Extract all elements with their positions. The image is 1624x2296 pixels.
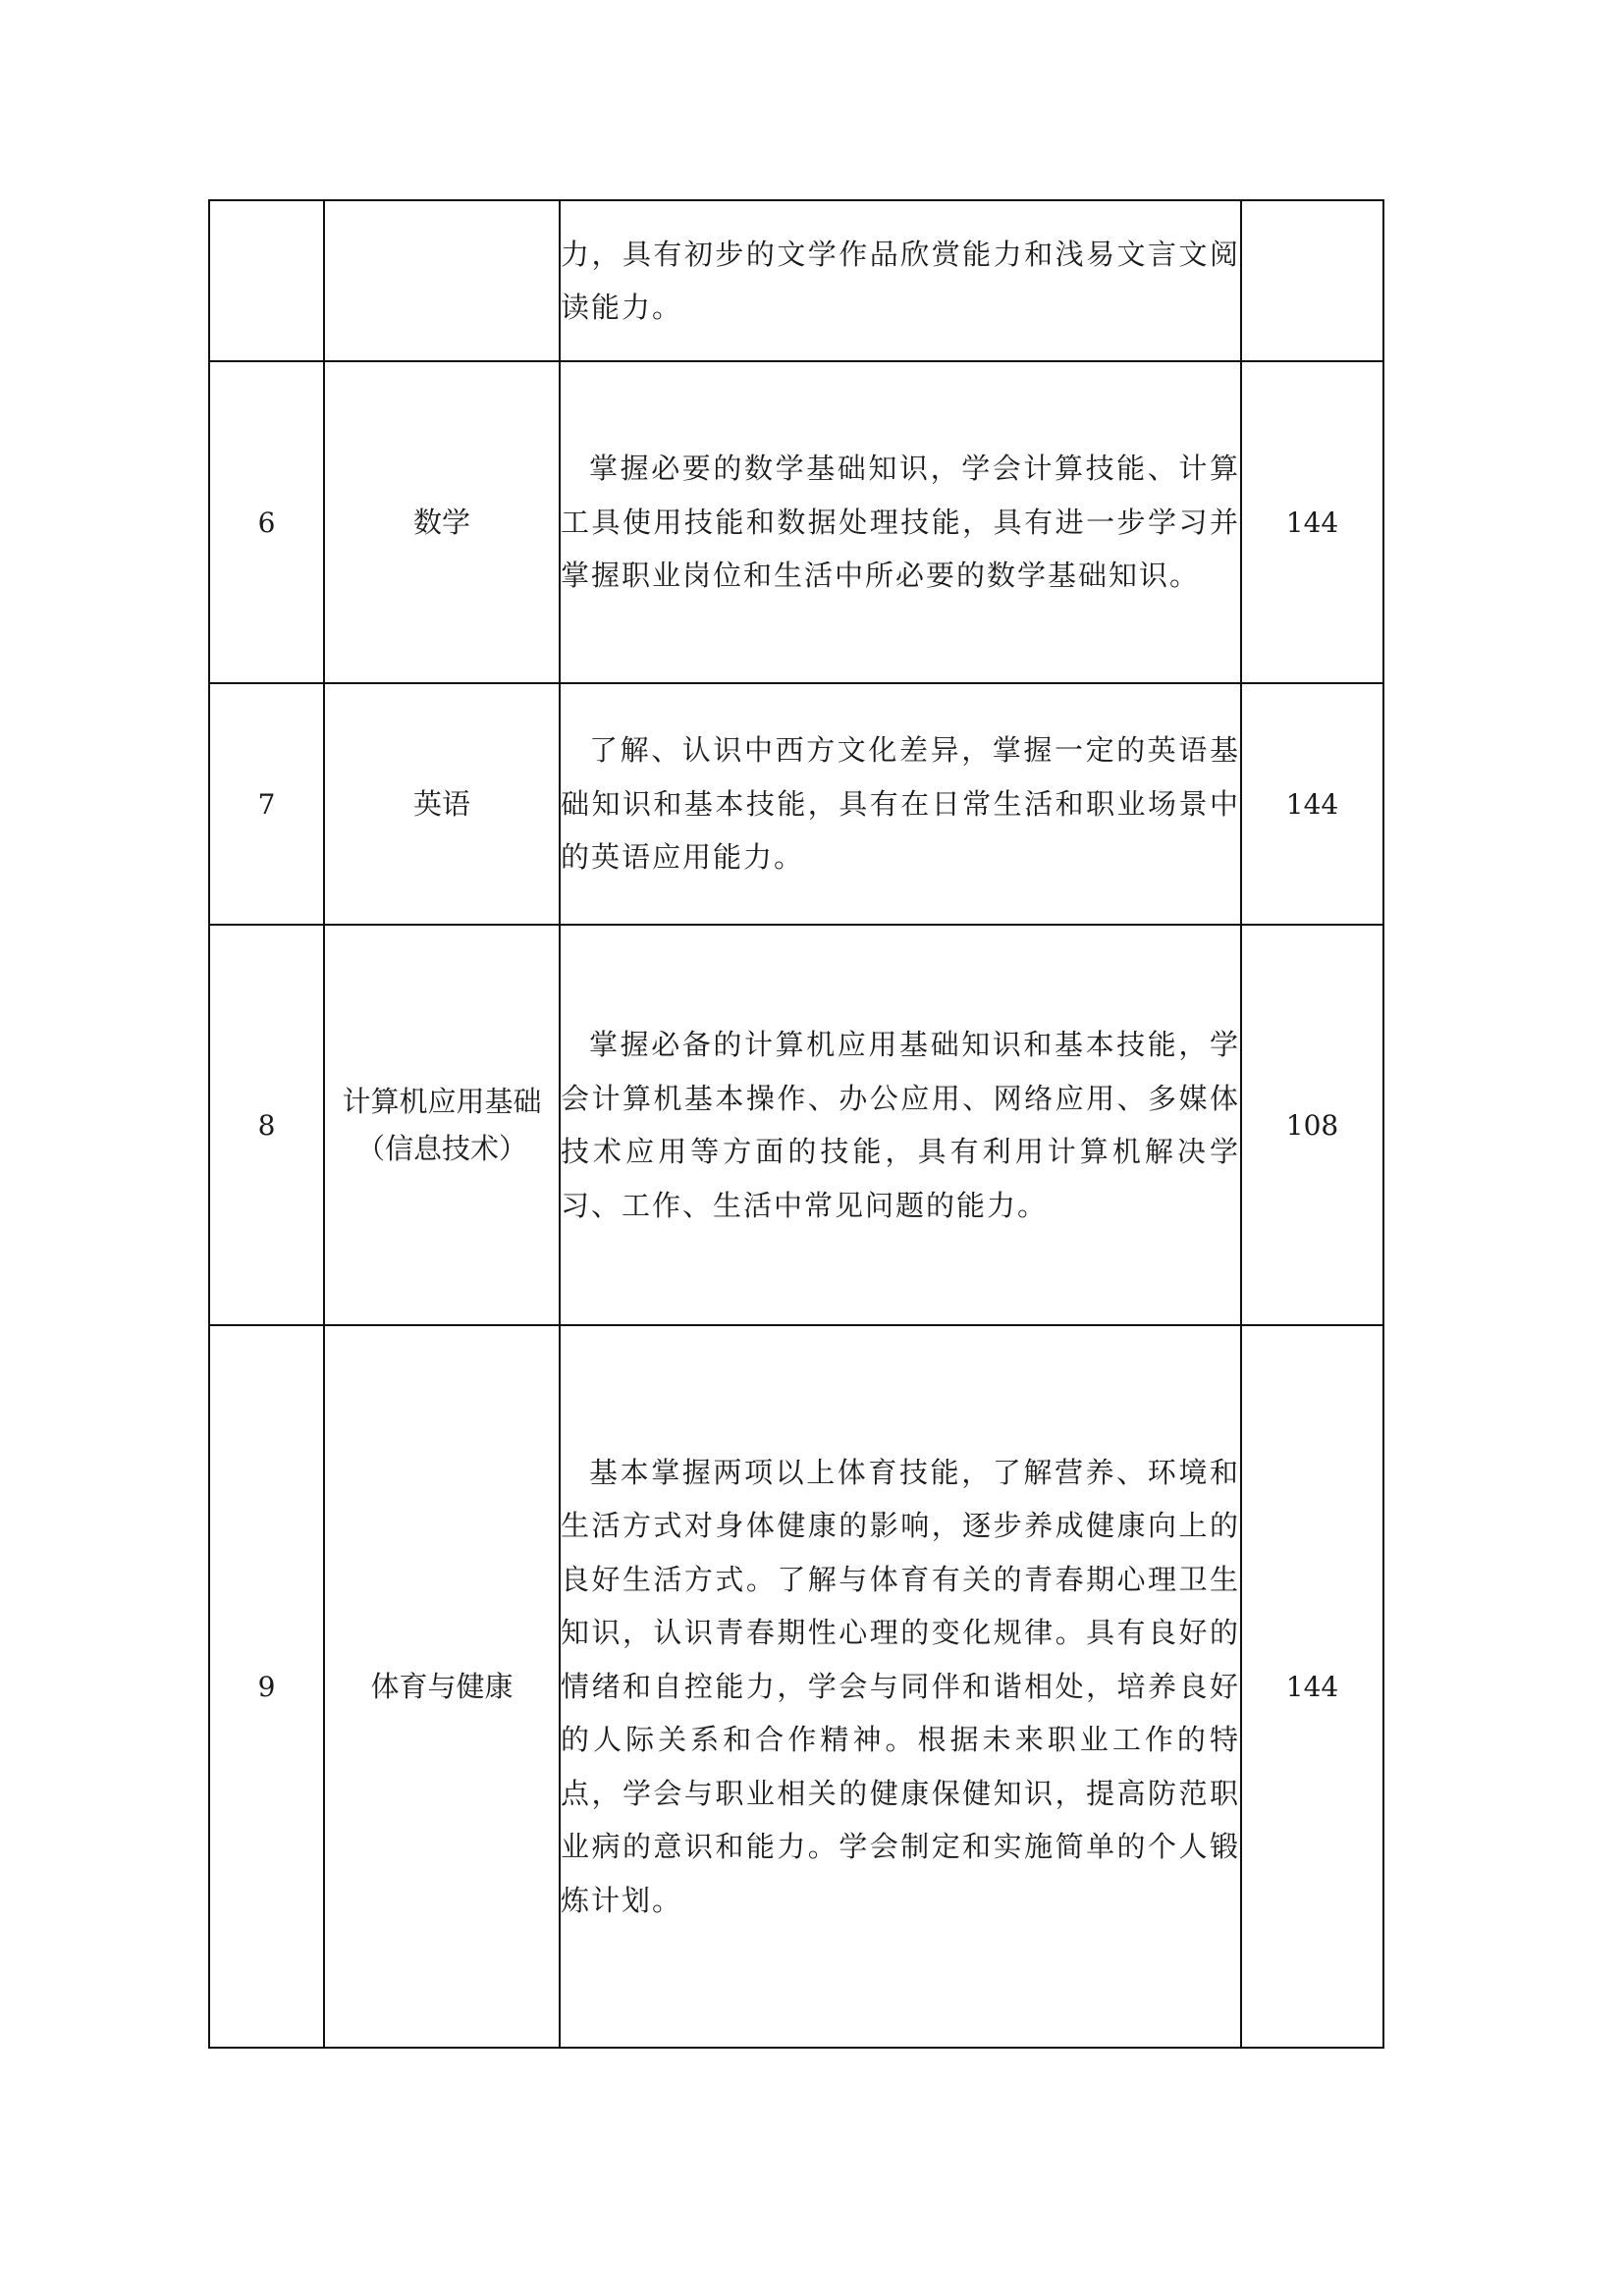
course-hours-cell: 144 [1241,1325,1383,2048]
table-row [209,200,1383,361]
row-number-cell [209,200,324,361]
course-description-text: 力，具有初步的文学作品欣赏能力和浅易文言文阅读能力。 [561,237,1240,324]
course-name-cell: 数学 [324,361,560,683]
course-description-cell [560,361,1241,683]
course-hours-cell: 144 [1241,361,1383,683]
course-hours-cell: 144 [1241,683,1383,925]
course-description-text: 掌握必要的数学基础知识，学会计算技能、计算工具使用技能和数据处理技能，具有进一步学习并掌握职业岗位和生活中所必要的数学基础知识。 [561,452,1240,593]
row-number-cell: 8 [209,925,324,1325]
course-name-cell: 英语 [324,683,560,925]
course-description-cell [560,1325,1241,2048]
table-row [209,683,1383,925]
course-description-text: 掌握必备的计算机应用基础知识和基本技能，学会计算机基本操作、办公应用、网络应用、多媒体技术应用等方面的技能，具有利用计算机解决学习、工作、生活中常见问题的能力。 [561,1028,1240,1222]
row-number-cell: 6 [209,361,324,683]
row-number-cell: 9 [209,1325,324,2048]
course-hours-cell: 108 [1241,925,1383,1325]
course-name-cell: 计算机应用基础（信息技术） [324,925,560,1325]
course-name-cell [324,200,560,361]
course-table [208,199,1384,2049]
course-name-cell: 体育与健康 [324,1325,560,2048]
table-row [209,925,1383,1325]
course-description-cell [560,200,1241,361]
course-description-text: 了解、认识中西方文化差异，掌握一定的英语基础知识和基本技能，具有在日常生活和职业场景中的英语应用能力。 [561,733,1240,875]
course-description-cell [560,683,1241,925]
course-hours-cell [1241,200,1383,361]
table-row [209,361,1383,683]
table-row [209,1325,1383,2048]
course-description-text: 基本掌握两项以上体育技能，了解营养、环境和生活方式对身体健康的影响，逐步养成健康向上的良好生活方式。了解与体育有关的青春期心理卫生知识，认识青春期性心理的变化规律。具有良好的情绪和自控能力，学会与同伴和谐相处，培养良好的人际关系和合作精神。根据未来职业工作的特点，学会与职业相关的健康保健知识，提高防范职业病的意识和能力。学会制定和实施简单的个人锻炼计划。 [561,1455,1240,1917]
course-description-cell [560,925,1241,1325]
row-number-cell: 7 [209,683,324,925]
